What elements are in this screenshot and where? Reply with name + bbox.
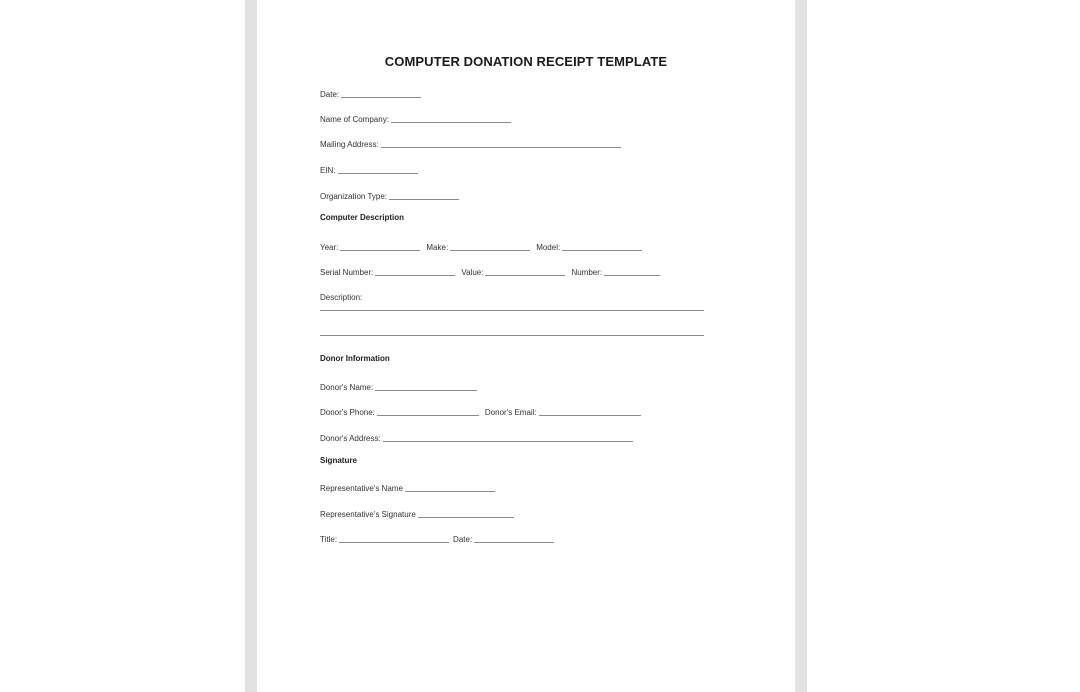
number-blank[interactable] bbox=[604, 266, 660, 276]
date-field-row bbox=[320, 85, 421, 99]
left-page-gutter bbox=[245, 0, 257, 692]
make-label: Make: bbox=[426, 243, 449, 252]
company-field-row bbox=[320, 110, 511, 124]
computer-specs-row bbox=[320, 238, 642, 252]
ein-label: EIN: bbox=[320, 166, 336, 175]
title-blank[interactable] bbox=[339, 533, 449, 543]
signature-date-blank[interactable] bbox=[474, 533, 554, 543]
donor-email-blank[interactable] bbox=[539, 406, 641, 416]
computer-description-heading: Computer Description bbox=[320, 213, 405, 222]
org-type-blank[interactable] bbox=[389, 190, 459, 200]
donor-email-label: Donor's Email: bbox=[484, 408, 537, 417]
document-title: COMPUTER DONATION RECEIPT TEMPLATE bbox=[384, 54, 668, 69]
ein-blank[interactable] bbox=[338, 164, 418, 174]
donor-phone-label: Donor's Phone: bbox=[320, 408, 375, 417]
model-label: Model: bbox=[536, 243, 561, 252]
description-blank-line-2[interactable] bbox=[320, 335, 704, 336]
serial-number-blank[interactable] bbox=[375, 266, 455, 276]
donor-information-heading: Donor Information bbox=[320, 354, 390, 363]
org-type-label: Organization Type: bbox=[320, 192, 388, 201]
donor-address-row bbox=[320, 429, 633, 443]
rep-signature-blank[interactable] bbox=[418, 508, 514, 518]
title-date-row bbox=[320, 530, 554, 544]
signature-heading: Signature bbox=[320, 456, 357, 465]
company-label: Name of Company: bbox=[320, 115, 389, 124]
description-blank-line-1[interactable] bbox=[320, 310, 704, 311]
mailing-address-label: Mailing Address: bbox=[320, 140, 379, 149]
donor-phone-blank[interactable] bbox=[377, 406, 479, 416]
company-blank[interactable] bbox=[391, 113, 511, 123]
donor-contact-row bbox=[320, 403, 641, 417]
donor-address-label: Donor's Address: bbox=[320, 434, 381, 443]
signature-date-label: Date: bbox=[453, 535, 473, 544]
document-page bbox=[257, 0, 795, 692]
value-label: Value: bbox=[461, 268, 484, 277]
donor-address-blank[interactable] bbox=[383, 432, 633, 442]
value-blank[interactable] bbox=[485, 266, 565, 276]
donor-name-blank[interactable] bbox=[375, 381, 477, 391]
serial-number-label: Serial Number: bbox=[320, 268, 374, 277]
org-type-row bbox=[320, 187, 459, 201]
donor-name-row bbox=[320, 378, 477, 392]
title-label: Title: bbox=[320, 535, 338, 544]
donor-name-label: Donor's Name: bbox=[320, 383, 374, 392]
ein-field-row bbox=[320, 161, 418, 175]
date-label: Date: bbox=[320, 90, 340, 99]
description-label: Description: bbox=[320, 293, 363, 302]
rep-signature-label: Representative's Signature bbox=[320, 510, 416, 519]
rep-name-label: Representative's Name bbox=[320, 484, 403, 493]
right-page-gutter bbox=[795, 0, 807, 692]
model-blank[interactable] bbox=[562, 241, 642, 251]
year-label: Year: bbox=[320, 243, 339, 252]
make-blank[interactable] bbox=[450, 241, 530, 251]
date-blank[interactable] bbox=[341, 88, 421, 98]
mailing-address-row bbox=[320, 135, 621, 149]
description-row bbox=[320, 288, 364, 302]
rep-name-blank[interactable] bbox=[405, 482, 495, 492]
serial-value-row bbox=[320, 263, 660, 277]
number-label: Number: bbox=[571, 268, 603, 277]
rep-signature-row bbox=[320, 505, 514, 519]
year-blank[interactable] bbox=[340, 241, 420, 251]
mailing-address-blank[interactable] bbox=[381, 138, 621, 148]
rep-name-row bbox=[320, 479, 495, 493]
